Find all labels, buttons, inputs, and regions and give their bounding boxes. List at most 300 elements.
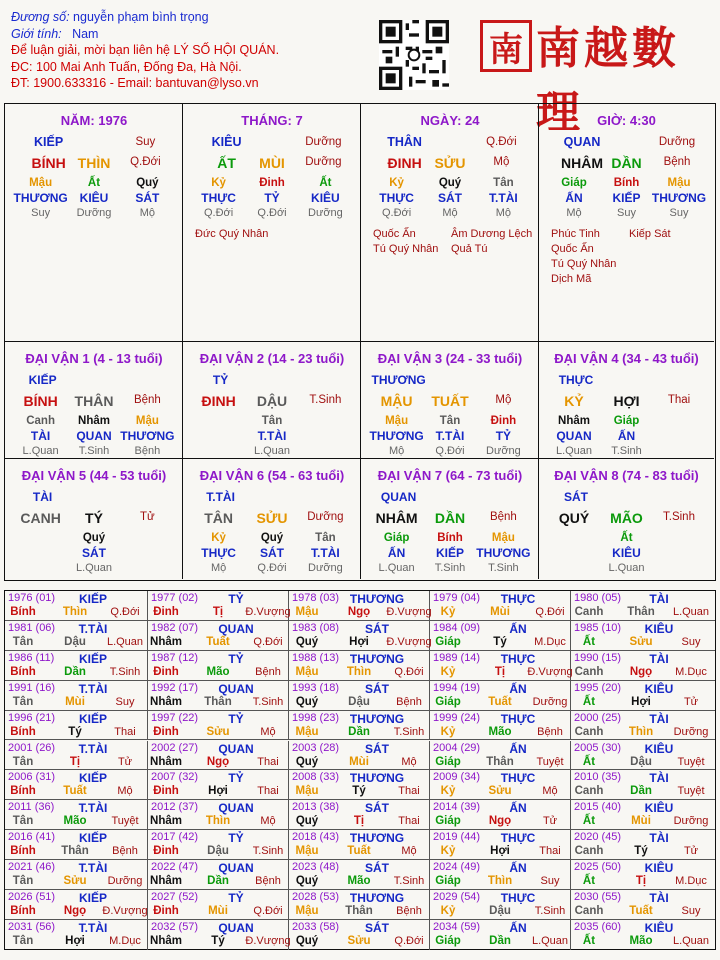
year-stage: T.Sinh bbox=[252, 845, 284, 858]
year-god: KIÊU bbox=[644, 861, 674, 876]
year-stem: Bính bbox=[10, 785, 36, 798]
pillar-branch-stage: Bệnh bbox=[663, 156, 691, 168]
year-god: THƯƠNG bbox=[349, 711, 405, 726]
year-stem: Quý bbox=[295, 695, 319, 708]
year-stem: Quý bbox=[295, 875, 319, 888]
dai-van-branch: HỢI bbox=[613, 393, 640, 409]
hidden-stem: Mậu bbox=[491, 532, 515, 544]
dai-van-title: ĐẠI VẬN 8 (74 - 83 tuổi) bbox=[554, 468, 699, 483]
year-god: ẤN bbox=[509, 741, 527, 756]
year-branch: Tuất bbox=[488, 695, 512, 708]
dai-van-stage: T.Sinh bbox=[309, 394, 342, 406]
year-stage: Bệnh bbox=[396, 905, 422, 917]
year-stage: Dưỡng bbox=[107, 875, 143, 888]
year-stem: Kỷ bbox=[440, 845, 456, 858]
pillar-stage: Q.Đới bbox=[486, 136, 517, 148]
year-god: KIẾP bbox=[78, 831, 108, 846]
year-cell bbox=[5, 830, 148, 860]
hidden-stage: Dưỡng bbox=[308, 562, 343, 574]
year-stem: Mậu bbox=[295, 905, 319, 917]
year-label: 2016 (41) bbox=[8, 831, 56, 844]
year-cell bbox=[571, 860, 715, 890]
year-stem: Đinh bbox=[153, 665, 179, 678]
hidden-stem: Quý bbox=[136, 177, 159, 189]
year-god: T.TÀI bbox=[78, 741, 108, 756]
year-stage: Đ.Vượng bbox=[527, 665, 573, 678]
year-branch: Mùi bbox=[65, 695, 85, 708]
year-branch: Hợi bbox=[631, 695, 651, 708]
year-god: THƯƠNG bbox=[349, 771, 405, 786]
year-stem: Tân bbox=[12, 815, 34, 828]
dai-van-cell bbox=[361, 342, 539, 459]
year-god: THỰC bbox=[500, 592, 536, 606]
special-star: Quốc Ấn bbox=[373, 228, 416, 240]
hidden-god: THỰC bbox=[379, 191, 414, 205]
dai-van-stem: BÍNH bbox=[23, 393, 58, 409]
year-stem: Quý bbox=[295, 755, 319, 768]
year-stem: Tân bbox=[12, 695, 34, 708]
year-stage: M.Dục bbox=[675, 875, 707, 888]
hidden-god: T.TÀI bbox=[257, 429, 287, 443]
hidden-god: SÁT bbox=[260, 546, 284, 560]
dai-van-cell bbox=[361, 459, 539, 579]
year-branch: Ngọ bbox=[488, 815, 512, 828]
seal-logo-icon: 南 bbox=[480, 20, 532, 72]
year-cell bbox=[148, 860, 289, 890]
year-label: 1983 (08) bbox=[292, 621, 340, 634]
hidden-stage: L.Quan bbox=[555, 445, 593, 457]
address-line: ĐC: 100 Mai Anh Tuấn, Đống Đa, Hà Nội. bbox=[11, 59, 242, 74]
year-stage: Tử bbox=[683, 845, 699, 858]
year-stage: Bệnh bbox=[255, 665, 281, 678]
year-cell bbox=[430, 770, 571, 800]
dai-van-god: THƯƠNG bbox=[371, 373, 426, 387]
year-stage: Mộ bbox=[401, 755, 417, 768]
year-stage: Q.Đới bbox=[253, 905, 283, 917]
year-cell bbox=[571, 800, 715, 830]
year-cell bbox=[289, 621, 430, 651]
hidden-stem: Giáp bbox=[613, 415, 640, 427]
year-stage: T.Sinh bbox=[393, 725, 425, 738]
year-stem: Giáp bbox=[435, 815, 461, 828]
hidden-stage: L.Quan bbox=[253, 445, 291, 457]
year-branch: Dần bbox=[630, 785, 652, 798]
year-branch: Tý bbox=[493, 635, 507, 648]
year-stage: Bệnh bbox=[537, 725, 563, 738]
year-stage: Bệnh bbox=[112, 845, 138, 858]
year-cell bbox=[148, 800, 289, 830]
hidden-stage: L.Quan bbox=[22, 445, 59, 457]
year-cell bbox=[289, 681, 430, 711]
year-god: SÁT bbox=[365, 801, 389, 816]
pillar-stem: NHÂM bbox=[561, 155, 603, 171]
hidden-god: SÁT bbox=[135, 191, 160, 205]
year-label: 1979 (04) bbox=[433, 592, 481, 604]
year-branch: Tị bbox=[69, 755, 81, 768]
year-stem: Quý bbox=[295, 635, 319, 648]
year-label: 1990 (15) bbox=[574, 651, 622, 664]
year-cell bbox=[148, 830, 289, 860]
year-stage: L.Quan bbox=[531, 934, 569, 947]
year-god: KIÊU bbox=[644, 741, 674, 756]
year-branch: Hợi bbox=[208, 785, 228, 798]
year-stage: Q.Đới bbox=[253, 635, 283, 648]
year-branch: Dậu bbox=[630, 755, 652, 768]
hidden-god: THƯƠNG bbox=[13, 191, 68, 205]
year-stage: Suy bbox=[540, 875, 560, 888]
year-stem: Nhâm bbox=[150, 815, 182, 828]
year-branch: Tị bbox=[494, 665, 506, 678]
year-cell bbox=[148, 591, 289, 621]
hidden-stem: Bính bbox=[437, 532, 463, 544]
gender-value: Nam bbox=[72, 26, 99, 41]
year-label: 2017 (42) bbox=[151, 831, 199, 844]
dai-van-title: ĐẠI VẬN 7 (64 - 73 tuổi) bbox=[377, 468, 523, 483]
year-god: T.TÀI bbox=[78, 920, 108, 935]
year-branch: Dần bbox=[489, 934, 511, 947]
year-stage: L.Quan bbox=[106, 635, 144, 648]
hidden-stem: Mậu bbox=[385, 415, 409, 427]
year-branch: Sửu bbox=[629, 635, 653, 648]
hidden-stem: Tân bbox=[439, 415, 461, 427]
year-stem: Đinh bbox=[153, 905, 179, 917]
year-stem: Kỷ bbox=[440, 725, 456, 738]
hidden-god: KIẾP bbox=[612, 191, 641, 205]
year-god: THỰC bbox=[500, 711, 536, 726]
year-stem: Mậu bbox=[295, 845, 319, 858]
year-stage: M.Dục bbox=[109, 934, 141, 947]
pillar-cell bbox=[5, 104, 183, 342]
year-cell bbox=[571, 591, 715, 621]
brand-logo: 南越數理 bbox=[536, 23, 680, 138]
year-branch: Dần bbox=[348, 725, 370, 738]
year-branch: Thân bbox=[486, 755, 514, 768]
dai-van-stage: Bệnh bbox=[133, 394, 161, 406]
year-stage: Dưỡng bbox=[532, 695, 568, 708]
hidden-stem: Nhâm bbox=[78, 415, 110, 427]
hidden-stage: T.Sinh bbox=[611, 445, 642, 457]
hidden-god: ẤN bbox=[565, 191, 583, 205]
year-stem: Quý bbox=[295, 934, 319, 947]
pillar-cell bbox=[361, 104, 539, 342]
year-stem: Nhâm bbox=[150, 755, 182, 768]
special-star: Phúc Tinh bbox=[551, 228, 600, 240]
pillar-title: THÁNG: 7 bbox=[241, 113, 303, 128]
year-branch: Ngọ bbox=[206, 755, 230, 768]
year-god: THỰC bbox=[500, 891, 536, 905]
dai-van-cell bbox=[5, 342, 183, 459]
year-stage: Q.Đới bbox=[394, 934, 424, 947]
year-label: 2028 (53) bbox=[292, 891, 340, 903]
dai-van-branch: DẦN bbox=[434, 510, 466, 526]
year-label: 1986 (11) bbox=[8, 651, 55, 664]
year-cell bbox=[289, 741, 430, 771]
year-stage: Mộ bbox=[117, 785, 133, 798]
year-cell bbox=[289, 890, 430, 920]
hidden-stem: Đinh bbox=[490, 415, 517, 427]
year-branch: Mùi bbox=[631, 815, 651, 828]
year-god: THƯƠNG bbox=[349, 592, 405, 606]
dai-van-cell bbox=[183, 342, 361, 459]
pillar-god: KIÊU bbox=[211, 135, 242, 149]
year-stem: Bính bbox=[10, 725, 36, 738]
dai-van-stem: CANH bbox=[20, 510, 61, 526]
dai-van-title: ĐẠI VẬN 5 (44 - 53 tuổi) bbox=[21, 468, 167, 483]
hidden-god: THƯƠNG bbox=[120, 429, 175, 443]
hidden-stage: L.Quan bbox=[378, 562, 415, 574]
year-branch: Tuất bbox=[629, 905, 653, 917]
year-stage: Suy bbox=[681, 635, 701, 648]
year-stem: Đinh bbox=[153, 725, 179, 738]
dai-van-stage: Thai bbox=[667, 394, 691, 406]
hidden-stem: Kỷ bbox=[389, 177, 404, 189]
year-label: 1977 (02) bbox=[151, 592, 199, 604]
year-stage: Đ.Vượng bbox=[386, 635, 432, 648]
year-stem: Mậu bbox=[295, 606, 319, 618]
year-branch: Tý bbox=[352, 785, 366, 798]
hidden-stage: Suy bbox=[669, 207, 689, 219]
year-god: KIÊU bbox=[644, 681, 674, 696]
year-branch: Dậu bbox=[207, 845, 229, 858]
hidden-stage: Q.Đới bbox=[435, 445, 465, 457]
year-god: TÀI bbox=[649, 651, 669, 666]
year-stage: Đ.Vượng bbox=[245, 606, 291, 618]
year-god: TỶ bbox=[228, 651, 244, 666]
year-god: SÁT bbox=[365, 741, 389, 756]
year-label: 1995 (20) bbox=[574, 681, 622, 694]
year-god: TỶ bbox=[228, 771, 244, 786]
year-branch: Tuất bbox=[347, 845, 371, 858]
year-branch: Dần bbox=[64, 665, 86, 678]
year-branch: Mão bbox=[63, 815, 87, 828]
year-label: 1981 (06) bbox=[8, 621, 56, 634]
year-cell bbox=[571, 681, 715, 711]
year-cell bbox=[289, 651, 430, 681]
hidden-stage: Suy bbox=[617, 207, 636, 219]
year-god: TÀI bbox=[649, 831, 669, 846]
year-label: 2026 (51) bbox=[8, 891, 56, 903]
year-label: 2001 (26) bbox=[8, 741, 56, 754]
year-label: 2014 (39) bbox=[433, 801, 481, 814]
year-stage: Tuyệt bbox=[536, 755, 564, 768]
year-label: 2007 (32) bbox=[151, 771, 199, 784]
hidden-god: T.TÀI bbox=[489, 191, 518, 205]
dai-van-stem: ĐINH bbox=[201, 393, 236, 409]
hidden-stage: T.Sinh bbox=[78, 445, 110, 457]
dai-van-stem: MẬU bbox=[380, 393, 413, 409]
year-label: 2021 (46) bbox=[8, 861, 56, 874]
hidden-god: TỶ bbox=[495, 429, 512, 443]
year-god: KIẾP bbox=[78, 771, 108, 786]
year-god: QUAN bbox=[218, 920, 254, 935]
year-stem: Ất bbox=[582, 875, 596, 888]
hidden-stage: Q.Đới bbox=[257, 207, 287, 219]
year-god: TÀI bbox=[649, 592, 669, 606]
hidden-god: KIÊU bbox=[311, 191, 340, 205]
year-stem: Giáp bbox=[435, 934, 461, 947]
year-god: QUAN bbox=[218, 741, 254, 756]
dai-van-branch: THÂN bbox=[74, 393, 114, 409]
year-label: 1985 (10) bbox=[574, 621, 622, 634]
year-stem: Nhâm bbox=[150, 695, 182, 708]
dai-van-branch: TUẤT bbox=[431, 393, 469, 409]
pillar-stage: Suy bbox=[135, 136, 156, 148]
year-cell bbox=[430, 800, 571, 830]
hidden-stem: Bính bbox=[613, 177, 640, 189]
qr-code-icon[interactable] bbox=[379, 20, 449, 90]
hidden-stem: Giáp bbox=[383, 532, 410, 544]
year-cell bbox=[289, 920, 430, 950]
year-stage: Q.Đới bbox=[535, 606, 565, 618]
year-stage: T.Sinh bbox=[534, 905, 566, 917]
year-god: THỰC bbox=[500, 651, 536, 666]
year-label: 1992 (17) bbox=[151, 681, 199, 694]
year-stem: Nhâm bbox=[150, 875, 182, 888]
year-branch: Thân bbox=[627, 606, 655, 618]
year-branch: Ngọ bbox=[629, 665, 653, 678]
year-god: KIẾP bbox=[78, 592, 108, 606]
year-stage: Đ.Vượng bbox=[245, 934, 291, 947]
year-label: 1994 (19) bbox=[433, 681, 481, 694]
year-branch: Tuất bbox=[63, 785, 87, 798]
year-god: TỶ bbox=[228, 831, 244, 846]
hidden-stem: Mậu bbox=[135, 415, 159, 427]
special-star: Tú Quý Nhân bbox=[373, 243, 439, 255]
year-cell bbox=[5, 920, 148, 950]
year-branch: Mùi bbox=[490, 606, 510, 618]
hidden-stem: Quý bbox=[260, 532, 284, 544]
year-cell bbox=[289, 830, 430, 860]
year-label: 1993 (18) bbox=[292, 681, 340, 694]
year-cell bbox=[430, 681, 571, 711]
hidden-god: THƯƠNG bbox=[651, 191, 707, 205]
year-cell bbox=[148, 681, 289, 711]
year-branch: Sửu bbox=[488, 785, 512, 798]
year-stage: L.Quan bbox=[672, 934, 710, 947]
pillar-branch: DẦN bbox=[611, 155, 642, 171]
year-label: 1996 (21) bbox=[8, 711, 56, 724]
dai-van-cell bbox=[539, 342, 714, 459]
year-stage: Tử bbox=[542, 815, 558, 828]
year-branch: Tý bbox=[634, 845, 648, 858]
year-god: TÀI bbox=[649, 711, 669, 726]
year-stem: Đinh bbox=[153, 785, 179, 798]
year-cell bbox=[430, 860, 571, 890]
year-branch: Tý bbox=[211, 934, 225, 947]
hidden-stage: L.Quan bbox=[608, 562, 645, 574]
year-stem: Kỷ bbox=[440, 905, 456, 917]
year-stem: Tân bbox=[12, 934, 34, 947]
year-stage: T.Sinh bbox=[393, 875, 425, 888]
year-branch: Mão bbox=[488, 725, 512, 738]
year-stage: Dưỡng bbox=[673, 815, 709, 828]
year-cell bbox=[571, 651, 715, 681]
pillar-stage: Dưỡng bbox=[305, 136, 342, 148]
year-cell bbox=[430, 830, 571, 860]
pillar-stem: ĐINH bbox=[387, 155, 422, 171]
hidden-stem: Quý bbox=[438, 177, 462, 189]
hidden-god: T.TÀI bbox=[311, 546, 340, 560]
owner-name: nguyễn phạm bình trọng bbox=[73, 10, 209, 24]
dai-van-stage: Tử bbox=[140, 511, 155, 523]
hidden-stem: Kỷ bbox=[211, 177, 226, 189]
year-stage: Thai bbox=[114, 725, 136, 738]
dai-van-branch: TÝ bbox=[85, 510, 103, 526]
year-cell bbox=[5, 681, 148, 711]
year-stem: Giáp bbox=[435, 635, 461, 648]
year-branch: Mùi bbox=[349, 755, 369, 768]
year-god: KIẾP bbox=[78, 891, 108, 905]
year-label: 2015 (40) bbox=[574, 801, 622, 814]
pillar-god: THÂN bbox=[387, 135, 422, 149]
year-stem: Canh bbox=[574, 725, 604, 738]
year-label: 1997 (22) bbox=[151, 711, 199, 724]
year-stage: Thai bbox=[257, 755, 279, 768]
dai-van-stage: Mộ bbox=[495, 394, 512, 406]
year-branch: Thìn bbox=[346, 665, 372, 678]
year-cell bbox=[5, 591, 148, 621]
year-stem: Kỷ bbox=[440, 665, 456, 678]
year-label: 1976 (01) bbox=[8, 592, 56, 604]
hidden-god: ẤN bbox=[617, 429, 636, 443]
year-label: 2027 (52) bbox=[151, 891, 199, 903]
year-stem: Ất bbox=[582, 934, 596, 947]
year-branch: Dậu bbox=[489, 905, 511, 917]
year-god: QUAN bbox=[218, 621, 254, 636]
hidden-stage: Q.Đới bbox=[203, 207, 234, 219]
year-branch: Mùi bbox=[208, 905, 228, 917]
year-stage: Đ.Vượng bbox=[102, 905, 148, 917]
dai-van-title: ĐẠI VẬN 3 (24 - 33 tuổi) bbox=[377, 351, 523, 366]
year-stage: T.Sinh bbox=[252, 695, 284, 708]
year-cell bbox=[430, 591, 571, 621]
year-stage: Dưỡng bbox=[673, 725, 709, 738]
year-stem: Đinh bbox=[153, 606, 179, 618]
year-label: 2018 (43) bbox=[292, 831, 340, 844]
dai-van-god: TÀI bbox=[32, 490, 53, 504]
year-label: 2008 (33) bbox=[292, 771, 340, 784]
special-star: Đức Quý Nhân bbox=[195, 228, 269, 240]
year-god: QUAN bbox=[218, 801, 254, 816]
year-label: 2029 (54) bbox=[433, 891, 481, 903]
contact-line: Để luận giải, mời bạn liên hệ LÝ SỐ HỘI QUÁN. bbox=[11, 43, 280, 57]
year-branch: Dần bbox=[207, 875, 229, 888]
hidden-god: SÁT bbox=[438, 191, 462, 205]
year-god: QUAN bbox=[218, 681, 254, 696]
year-stem: Canh bbox=[574, 905, 604, 917]
dai-van-god: THỰC bbox=[558, 373, 594, 387]
year-branch: Tuất bbox=[206, 635, 230, 648]
year-branch: Dậu bbox=[64, 635, 86, 648]
year-label: 2000 (25) bbox=[574, 711, 622, 724]
year-cell bbox=[571, 890, 715, 920]
year-branch: Tị bbox=[212, 606, 224, 618]
year-branch: Hợi bbox=[65, 934, 85, 947]
hidden-stage: Mộ bbox=[210, 562, 227, 574]
year-stage: Tuyệt bbox=[677, 785, 705, 798]
year-label: 2020 (45) bbox=[574, 831, 622, 844]
year-cell bbox=[571, 621, 715, 651]
year-god: THƯƠNG bbox=[349, 891, 405, 905]
year-label: 2003 (28) bbox=[292, 741, 340, 754]
year-label: 1987 (12) bbox=[151, 651, 199, 664]
hidden-god: ẤN bbox=[387, 546, 406, 560]
year-god: T.TÀI bbox=[78, 621, 108, 636]
pillars-grid bbox=[4, 103, 716, 581]
hidden-stage: Q.Đới bbox=[257, 562, 287, 574]
year-stem: Ất bbox=[582, 635, 596, 648]
year-stem: Kỷ bbox=[440, 606, 456, 618]
